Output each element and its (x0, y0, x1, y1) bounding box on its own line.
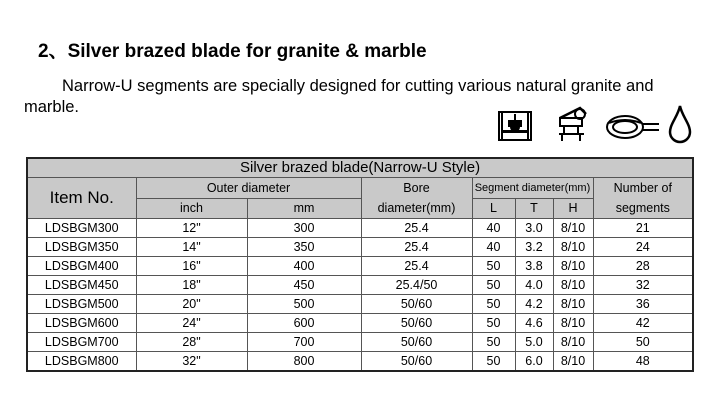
cell-t: 3.0 (515, 219, 553, 238)
cell-t: 6.0 (515, 352, 553, 372)
header-row-1 (27, 178, 693, 199)
cell-bore: 50/60 (361, 333, 472, 352)
table-row (27, 333, 693, 352)
cell-bore: 50/60 (361, 352, 472, 372)
cell-item: LDSBGM600 (27, 314, 136, 333)
cell-segments: 42 (593, 314, 693, 333)
cell-segments: 28 (593, 257, 693, 276)
cell-mm: 500 (247, 295, 361, 314)
cell-inch: 32" (136, 352, 247, 372)
header-number-of-segments: Number of segments (593, 178, 693, 219)
cell-mm: 350 (247, 238, 361, 257)
table-row (27, 238, 693, 257)
cell-inch: 28" (136, 333, 247, 352)
cell-t: 4.6 (515, 314, 553, 333)
cell-mm: 450 (247, 276, 361, 295)
table-body (27, 219, 693, 372)
page-title: 2、Silver brazed blade for granite & marble (38, 41, 427, 62)
table-row (27, 219, 693, 238)
cell-l: 50 (472, 295, 515, 314)
cell-t: 4.0 (515, 276, 553, 295)
header-mm: mm (247, 198, 361, 219)
cell-inch: 14" (136, 238, 247, 257)
cell-t: 4.2 (515, 295, 553, 314)
cell-l: 40 (472, 219, 515, 238)
table-row (27, 276, 693, 295)
cell-mm: 300 (247, 219, 361, 238)
cell-segments: 50 (593, 333, 693, 352)
cell-item: LDSBGM500 (27, 295, 136, 314)
cell-item: LDSBGM450 (27, 276, 136, 295)
cell-inch: 12" (136, 219, 247, 238)
header-L: L (472, 198, 515, 219)
cell-t: 3.2 (515, 238, 553, 257)
table-title-row (27, 158, 693, 178)
cell-l: 50 (472, 276, 515, 295)
specification-table (26, 157, 694, 372)
cell-bore: 25.4 (361, 238, 472, 257)
table-saw-icon (497, 108, 533, 144)
cell-segments: 24 (593, 238, 693, 257)
cell-inch: 18" (136, 276, 247, 295)
cell-mm: 600 (247, 314, 361, 333)
table-row (27, 295, 693, 314)
cell-item: LDSBGM300 (27, 219, 136, 238)
cell-bore: 25.4 (361, 219, 472, 238)
cell-bore: 25.4 (361, 257, 472, 276)
cell-item: LDSBGM700 (27, 333, 136, 352)
cell-mm: 700 (247, 333, 361, 352)
header-H: H (553, 198, 593, 219)
cell-t: 3.8 (515, 257, 553, 276)
cell-h: 8/10 (553, 333, 593, 352)
cell-l: 50 (472, 352, 515, 372)
cell-item: LDSBGM800 (27, 352, 136, 372)
cell-h: 8/10 (553, 257, 593, 276)
cell-h: 8/10 (553, 314, 593, 333)
cell-h: 8/10 (553, 219, 593, 238)
header-item-no: Item No. (27, 178, 136, 219)
cell-bore: 25.4/50 (361, 276, 472, 295)
header-inch: inch (136, 198, 247, 219)
cell-mm: 800 (247, 352, 361, 372)
cell-inch: 20" (136, 295, 247, 314)
cell-bore: 50/60 (361, 314, 472, 333)
header-segment-diameter: Segment diameter(mm) (472, 178, 593, 199)
cell-t: 5.0 (515, 333, 553, 352)
header-bore: Bore diameter(mm) (361, 178, 472, 219)
cell-l: 40 (472, 238, 515, 257)
intro-paragraph: Narrow-U segments are specially designed for cutting various natural granite and marble. (24, 77, 654, 116)
cell-item: LDSBGM350 (27, 238, 136, 257)
water-drop-icon (668, 104, 692, 144)
cell-h: 8/10 (553, 276, 593, 295)
table-row (27, 257, 693, 276)
cell-l: 50 (472, 257, 515, 276)
table-title: Silver brazed blade(Narrow-U Style) (27, 158, 693, 178)
header-T: T (515, 198, 553, 219)
cell-h: 8/10 (553, 352, 593, 372)
bridge-saw-icon (556, 104, 590, 142)
table-row (27, 352, 693, 372)
cell-l: 50 (472, 333, 515, 352)
cell-segments: 48 (593, 352, 693, 372)
cell-l: 50 (472, 314, 515, 333)
cell-inch: 24" (136, 314, 247, 333)
cell-mm: 400 (247, 257, 361, 276)
table-row (27, 314, 693, 333)
handheld-cutter-icon (605, 112, 661, 142)
cell-bore: 50/60 (361, 295, 472, 314)
cell-h: 8/10 (553, 238, 593, 257)
header-outer-diameter: Outer diameter (136, 178, 361, 199)
cell-item: LDSBGM400 (27, 257, 136, 276)
cell-segments: 36 (593, 295, 693, 314)
cell-segments: 32 (593, 276, 693, 295)
cell-segments: 21 (593, 219, 693, 238)
cell-h: 8/10 (553, 295, 593, 314)
cell-inch: 16" (136, 257, 247, 276)
